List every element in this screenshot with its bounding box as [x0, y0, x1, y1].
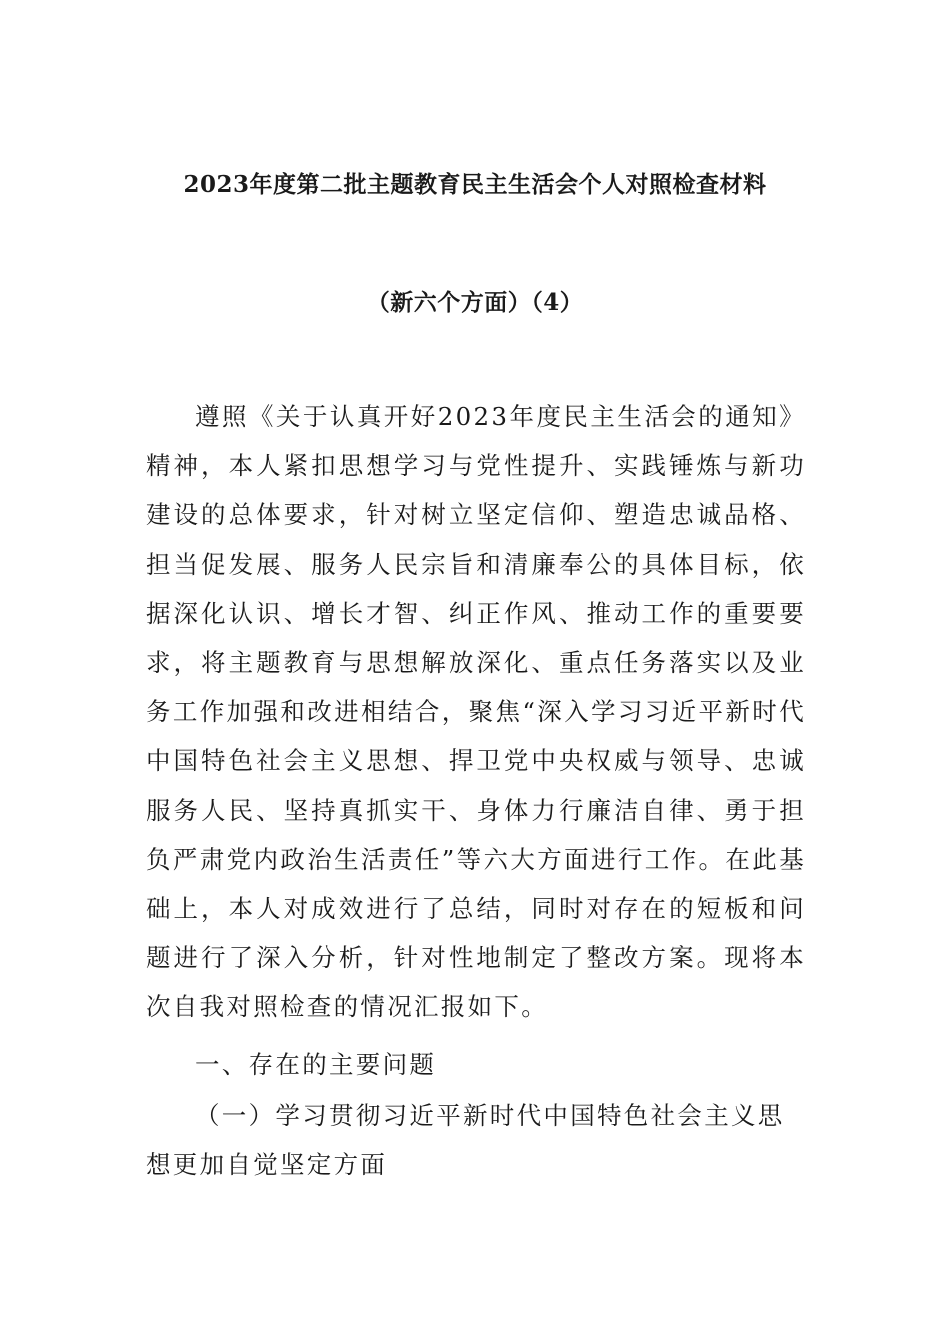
document-subtitle: （新六个方面）（4） — [366, 289, 584, 316]
subsection-heading: （一）学习贯彻习近平新时代中国特色社会主义思想更加自觉坚定方面 — [146, 1101, 785, 1180]
intro-paragraph: 遵照《关于认真开好2023年度民主生活会的通知》精神，本人紧扣思想学习与党性提升、实践锤炼与新功建设的总体要求，针对树立坚定信仰、塑造忠诚品格、担当促发展、服务人民宗旨和清廉奉公的具体目标，依据深化认识、增长才智、纠正作风、推动工作的重要要求，将主题教育与思想解放深化、重点任务落实以及业务工作加强和改进相结合，聚焦“深入学习习近平新时代中国特色社会主义思想、捍卫党中央权威与领导、忠诚服务人民、坚持真抓实干、身体力行廉洁自律、勇于担负严肃党内政治生活责任”等六大方面进行工作。在此基础上，本人对成效进行了总结，同时对存在的短板和问题进行了深入分析，针对性地制定了整改方案。现将本次自我对照检查的情况汇报如下。 — [146, 402, 806, 1022]
document-title: 2023年度第二批主题教育民主生活会个人对照检查材料 — [183, 171, 767, 198]
section-heading: 一、存在的主要问题 — [195, 1050, 437, 1079]
